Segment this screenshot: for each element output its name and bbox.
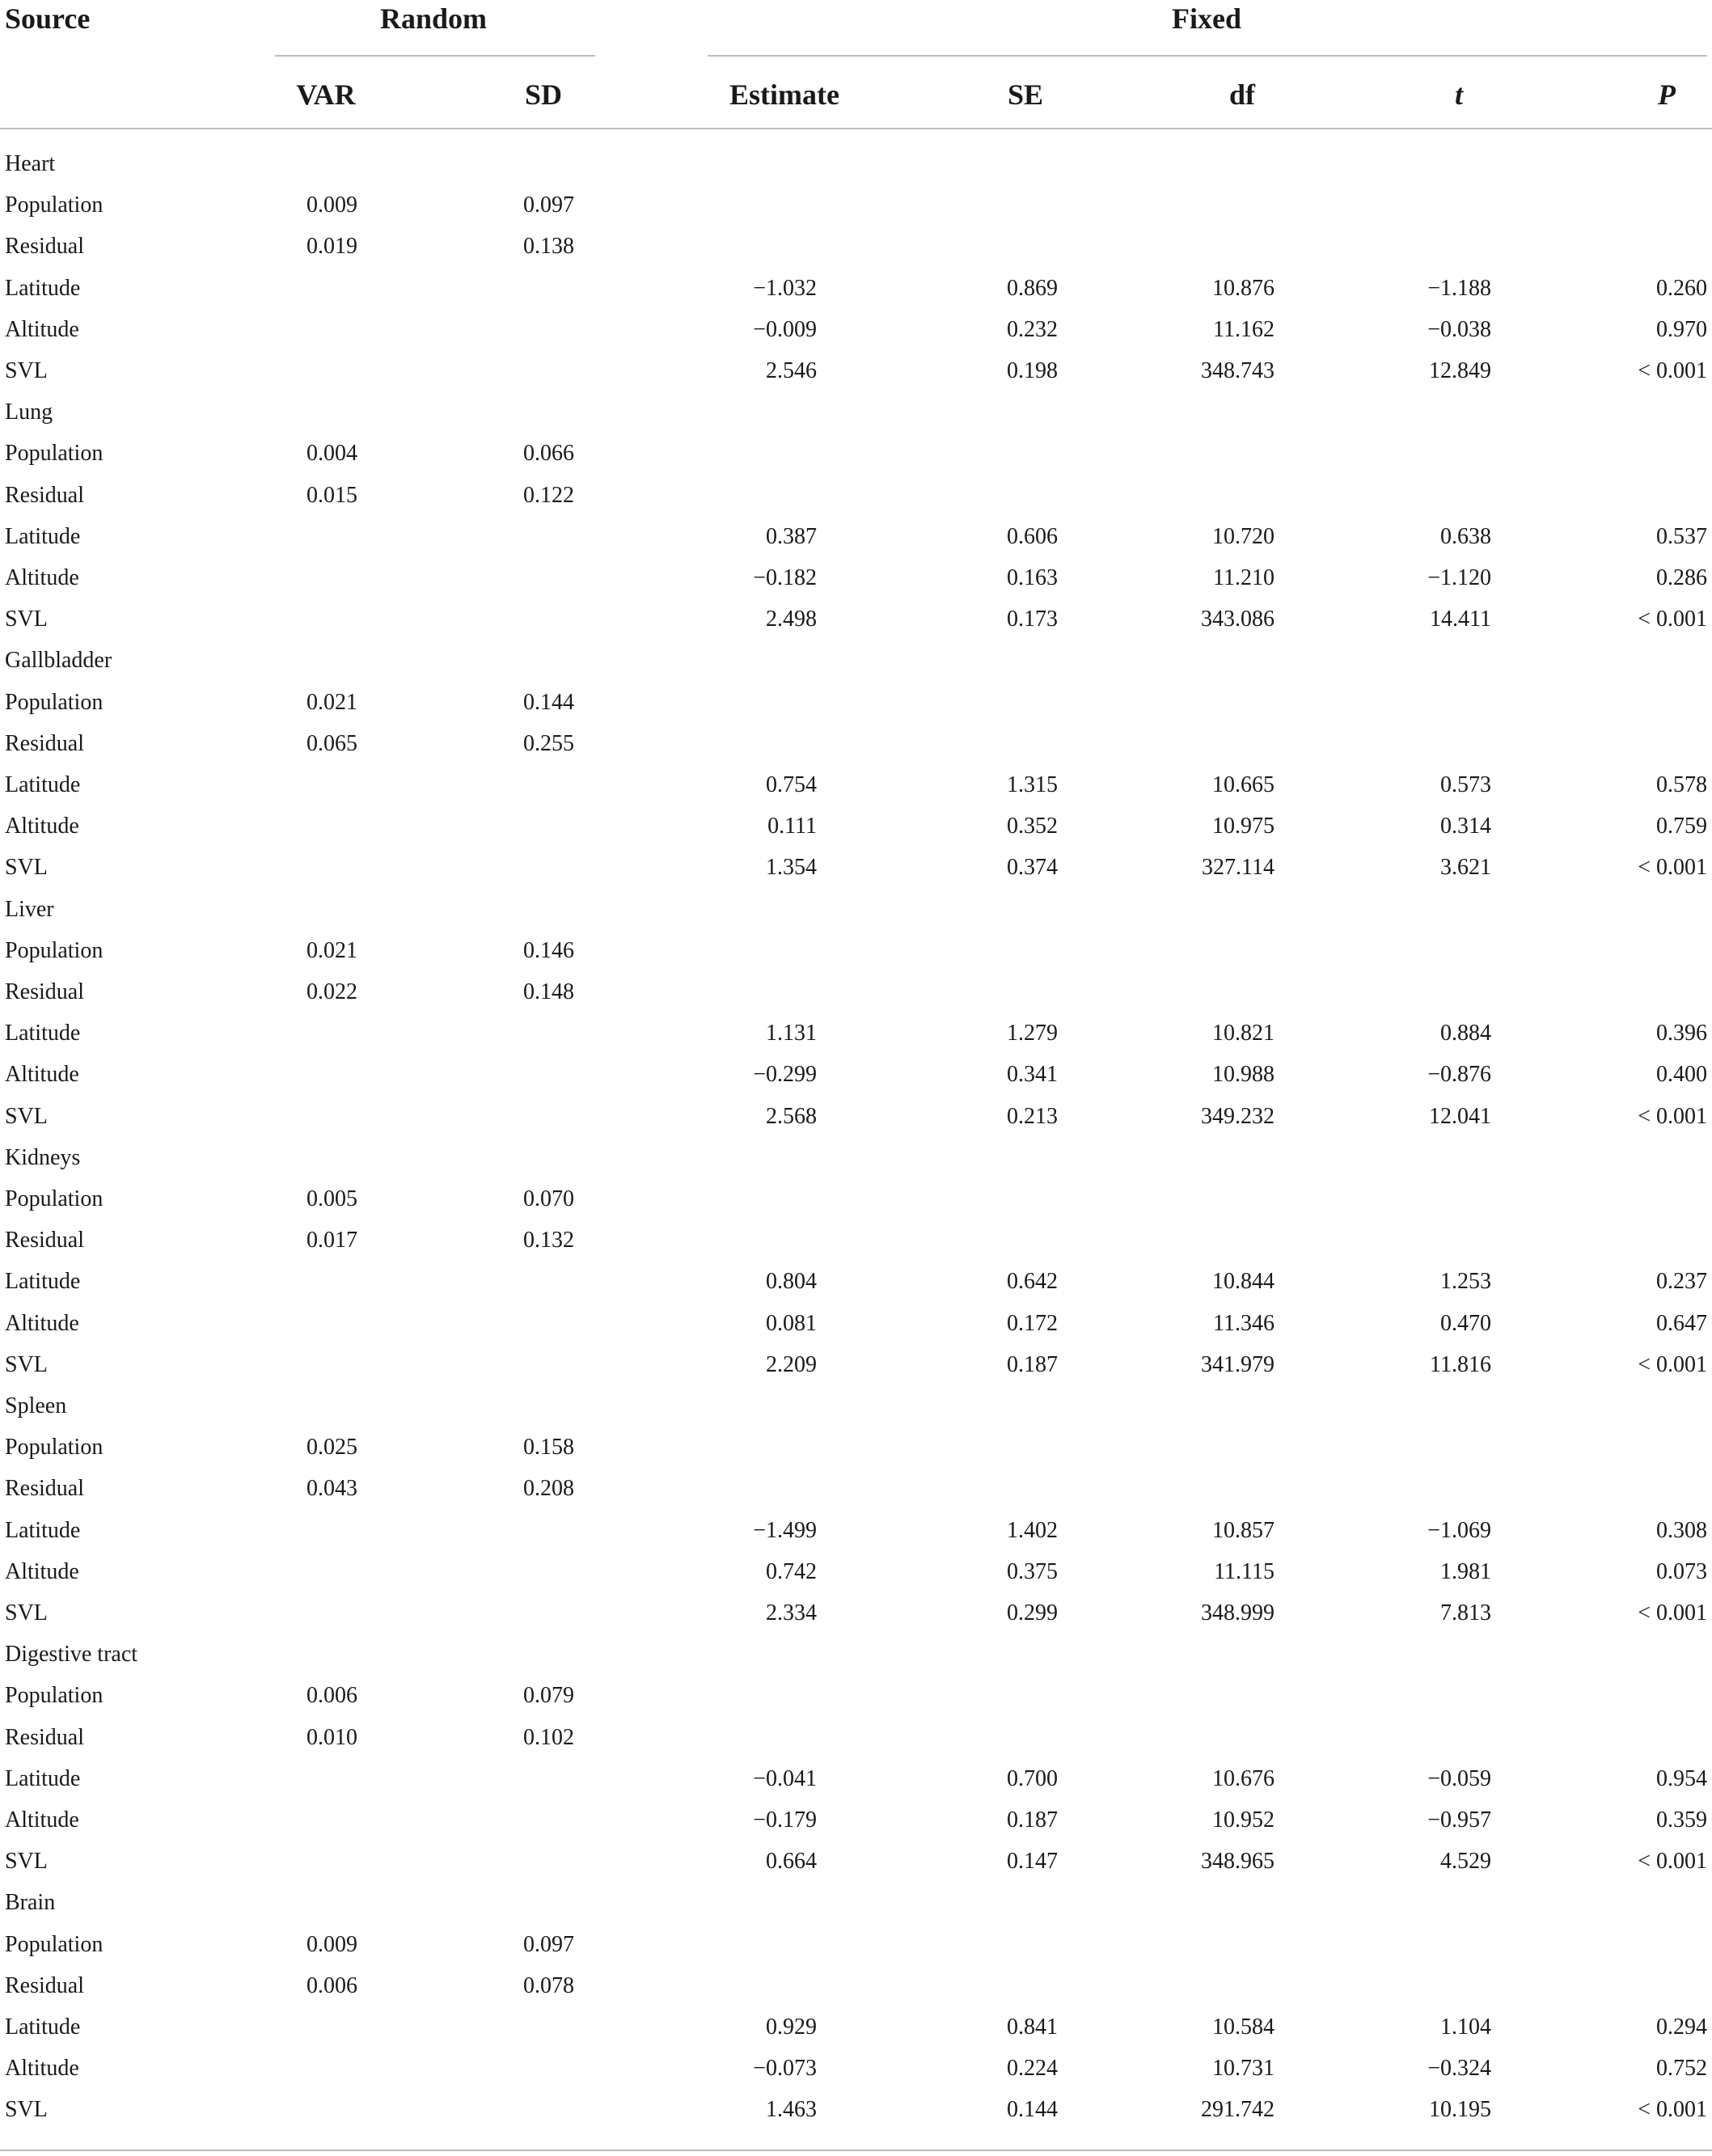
table-row [0, 1431, 1712, 1464]
row-label: Latitude [5, 524, 81, 549]
cell-se: 0.198 [1007, 358, 1058, 383]
table-row [0, 1349, 1712, 1381]
cell-df: 291.742 [1201, 2097, 1274, 2122]
cell-p: < 0.001 [1638, 607, 1707, 632]
random-group-rule [275, 55, 595, 57]
cell-estimate: 0.387 [766, 524, 817, 549]
row-label: Altitude [5, 814, 79, 839]
header-random: Random [379, 2, 488, 35]
row-label: Residual [5, 234, 84, 259]
row-label: Heart [5, 151, 56, 176]
cell-p: 0.237 [1656, 1269, 1707, 1294]
cell-se: 0.163 [1007, 565, 1058, 590]
table-row [0, 976, 1712, 1008]
table-row [0, 314, 1712, 346]
cell-t: −0.038 [1427, 317, 1491, 342]
row-label: Altitude [5, 1559, 79, 1584]
cell-p: 0.954 [1656, 1766, 1707, 1791]
cell-t: 10.195 [1429, 2097, 1491, 2122]
cell-se: 0.299 [1007, 1600, 1058, 1625]
cell-se: 0.642 [1007, 1269, 1058, 1294]
cell-sd: 0.078 [523, 1973, 574, 1998]
cell-t: 0.314 [1440, 814, 1491, 839]
cell-p: 0.578 [1656, 772, 1707, 797]
cell-estimate: −1.499 [753, 1518, 817, 1543]
cell-df: 341.979 [1201, 1352, 1274, 1377]
cell-se: 0.147 [1007, 1849, 1058, 1874]
header-fixed: Fixed [1172, 2, 1241, 35]
cell-df: 10.952 [1212, 1807, 1274, 1833]
cell-df: 10.731 [1212, 2056, 1274, 2081]
header-estimate: Estimate [729, 78, 839, 111]
cell-var: 0.004 [306, 441, 357, 466]
cell-t: 1.253 [1440, 1269, 1491, 1294]
cell-estimate: −0.179 [753, 1807, 817, 1833]
cell-t: 1.104 [1440, 2014, 1491, 2040]
cell-var: 0.006 [306, 1973, 357, 1998]
cell-p: 0.970 [1656, 317, 1707, 342]
header-p: P [1658, 78, 1676, 111]
row-label: Residual [5, 483, 84, 508]
cell-se: 0.213 [1007, 1104, 1058, 1129]
row-label: SVL [5, 1849, 48, 1874]
cell-var: 0.009 [306, 1932, 357, 1957]
row-label: Gallbladder [5, 648, 112, 673]
row-label: Residual [5, 731, 84, 756]
table-row [0, 355, 1712, 387]
cell-se: 0.173 [1007, 607, 1058, 632]
table-row [0, 438, 1712, 470]
cell-p: 0.073 [1656, 1559, 1707, 1584]
fixed-group-rule [708, 55, 1707, 57]
cell-se: 0.232 [1007, 317, 1058, 342]
table-row [0, 769, 1712, 801]
cell-estimate: −0.182 [753, 565, 817, 590]
cell-var: 0.043 [306, 1476, 357, 1501]
row-label: Residual [5, 1725, 84, 1750]
table-row [0, 1266, 1712, 1298]
row-label: Population [5, 938, 104, 963]
cell-p: 0.260 [1656, 276, 1707, 301]
cell-se: 0.224 [1007, 2056, 1058, 2081]
cell-df: 11.162 [1213, 317, 1274, 342]
cell-var: 0.010 [306, 1725, 357, 1750]
cell-var: 0.065 [306, 731, 357, 756]
row-label: Population [5, 1186, 104, 1211]
cell-t: 0.573 [1440, 772, 1491, 797]
cell-p: < 0.001 [1638, 1849, 1707, 1874]
cell-t: 7.813 [1440, 1600, 1491, 1625]
cell-estimate: −0.299 [753, 1062, 817, 1087]
row-label: Population [5, 1932, 104, 1957]
cell-df: 11.210 [1213, 565, 1274, 590]
cell-estimate: 2.498 [766, 607, 817, 632]
row-label: Altitude [5, 1807, 79, 1833]
table-row [0, 1929, 1712, 1961]
header-df: df [1228, 78, 1256, 111]
cell-df: 10.876 [1212, 276, 1274, 301]
cell-p: 0.286 [1656, 565, 1707, 590]
row-label: Altitude [5, 2056, 79, 2081]
cell-estimate: 0.081 [766, 1311, 817, 1336]
row-label: Population [5, 441, 104, 466]
table-row [0, 521, 1712, 553]
table-row [0, 1390, 1712, 1423]
cell-df: 10.665 [1212, 772, 1274, 797]
cell-t: 4.529 [1440, 1849, 1491, 1874]
table-row [0, 273, 1712, 305]
cell-p: 0.396 [1656, 1021, 1707, 1046]
cell-t: −1.069 [1427, 1518, 1491, 1543]
cell-sd: 0.208 [523, 1476, 574, 1501]
table-row [0, 1680, 1712, 1712]
cell-var: 0.025 [306, 1435, 357, 1460]
cell-df: 10.584 [1212, 2014, 1274, 2040]
row-label: Altitude [5, 317, 79, 342]
row-label: Residual [5, 1228, 84, 1253]
table-row [0, 1101, 1712, 1133]
row-label: SVL [5, 855, 48, 880]
cell-df: 10.975 [1212, 814, 1274, 839]
row-label: Latitude [5, 2014, 81, 2040]
row-label: Brain [5, 1890, 56, 1915]
cell-sd: 0.097 [523, 1932, 574, 1957]
cell-se: 1.315 [1007, 772, 1058, 797]
cell-estimate: 0.664 [766, 1849, 817, 1874]
row-label: Digestive tract [5, 1642, 138, 1667]
header-sd: SD [524, 78, 563, 111]
table-row [0, 562, 1712, 594]
cell-se: 0.187 [1007, 1807, 1058, 1833]
row-label: Latitude [5, 1269, 81, 1294]
table-row [0, 852, 1712, 884]
cell-se: 0.375 [1007, 1559, 1058, 1584]
cell-p: < 0.001 [1638, 358, 1707, 383]
cell-t: 11.816 [1430, 1352, 1491, 1377]
cell-var: 0.015 [306, 483, 357, 508]
cell-t: 0.884 [1440, 1021, 1491, 1046]
cell-estimate: 1.463 [766, 2097, 817, 2122]
table-row [0, 1473, 1712, 1505]
cell-sd: 0.066 [523, 441, 574, 466]
cell-p: 0.308 [1656, 1518, 1707, 1543]
table-row [0, 1059, 1712, 1091]
table-row [0, 810, 1712, 843]
cell-df: 10.676 [1212, 1766, 1274, 1791]
cell-sd: 0.122 [523, 483, 574, 508]
header-se: SE [1007, 78, 1044, 111]
cell-estimate: 0.804 [766, 1269, 817, 1294]
cell-estimate: 0.111 [767, 814, 817, 839]
cell-df: 10.988 [1212, 1062, 1274, 1087]
cell-df: 10.857 [1212, 1518, 1274, 1543]
row-label: Altitude [5, 1062, 79, 1087]
row-label: Residual [5, 1476, 84, 1501]
table-row [0, 1763, 1712, 1795]
cell-df: 327.114 [1202, 855, 1274, 880]
cell-estimate: 2.568 [766, 1104, 817, 1129]
row-label: Population [5, 192, 104, 218]
cell-sd: 0.102 [523, 1725, 574, 1750]
cell-estimate: −0.009 [753, 317, 817, 342]
cell-df: 10.844 [1212, 1269, 1274, 1294]
row-label: SVL [5, 1352, 48, 1377]
header-var: VAR [296, 78, 356, 111]
cell-p: 0.294 [1656, 2014, 1707, 2040]
cell-se: 0.352 [1007, 814, 1058, 839]
cell-t: 14.411 [1430, 607, 1491, 632]
table-row [0, 1308, 1712, 1340]
cell-se: 0.144 [1007, 2097, 1058, 2122]
cell-estimate: 2.546 [766, 358, 817, 383]
cell-estimate: 1.131 [766, 1021, 817, 1046]
cell-sd: 0.132 [523, 1228, 574, 1253]
table-row [0, 1597, 1712, 1630]
row-label: Lung [5, 399, 53, 425]
row-label: SVL [5, 607, 48, 632]
table-row [0, 148, 1712, 180]
row-label: Kidneys [5, 1145, 81, 1170]
header-bottom-rule [0, 128, 1712, 129]
table-row [0, 1556, 1712, 1588]
cell-var: 0.017 [306, 1228, 357, 1253]
cell-p: 0.752 [1656, 2056, 1707, 2081]
cell-estimate: −0.073 [753, 2056, 817, 2081]
cell-sd: 0.097 [523, 192, 574, 218]
cell-p: 0.647 [1656, 1311, 1707, 1336]
table-row [0, 1515, 1712, 1547]
cell-se: 0.187 [1007, 1352, 1058, 1377]
table-row [0, 894, 1712, 926]
cell-t: 0.470 [1440, 1311, 1491, 1336]
cell-t: 1.981 [1440, 1559, 1491, 1584]
table-row [0, 1638, 1712, 1671]
row-label: Liver [5, 897, 54, 922]
table-row [0, 1183, 1712, 1215]
table-row [0, 480, 1712, 512]
table-row [0, 230, 1712, 263]
cell-t: −1.120 [1427, 565, 1491, 590]
row-label: Latitude [5, 772, 81, 797]
row-label: Spleen [5, 1393, 67, 1418]
table-bottom-rule [0, 2150, 1712, 2151]
cell-estimate: 1.354 [766, 855, 817, 880]
table-row [0, 189, 1712, 222]
cell-t: −0.876 [1427, 1062, 1491, 1087]
cell-sd: 0.158 [523, 1435, 574, 1460]
row-label: SVL [5, 358, 48, 383]
cell-df: 348.743 [1201, 358, 1274, 383]
row-label: SVL [5, 1600, 48, 1625]
cell-df: 343.086 [1201, 607, 1274, 632]
table-row [0, 1970, 1712, 2002]
header-t: t [1454, 78, 1464, 111]
cell-p: < 0.001 [1638, 2097, 1707, 2122]
table-row [0, 728, 1712, 760]
row-label: Latitude [5, 1021, 81, 1046]
cell-sd: 0.144 [523, 690, 574, 715]
table-row [0, 687, 1712, 719]
cell-var: 0.022 [306, 979, 357, 1004]
cell-p: < 0.001 [1638, 1600, 1707, 1625]
cell-estimate: 2.209 [766, 1352, 817, 1377]
cell-p: 0.400 [1656, 1062, 1707, 1087]
table-row [0, 603, 1712, 636]
cell-se: 0.869 [1007, 276, 1058, 301]
cell-p: 0.537 [1656, 524, 1707, 549]
table-row [0, 1887, 1712, 1919]
cell-df: 11.346 [1213, 1311, 1274, 1336]
cell-se: 0.841 [1007, 2014, 1058, 2040]
cell-se: 0.374 [1007, 855, 1058, 880]
table-row [0, 1722, 1712, 1754]
table-row [0, 1804, 1712, 1837]
cell-se: 0.700 [1007, 1766, 1058, 1791]
table-row [0, 1142, 1712, 1174]
cell-p: < 0.001 [1638, 855, 1707, 880]
table-row [0, 1845, 1712, 1878]
cell-sd: 0.079 [523, 1683, 574, 1708]
cell-df: 10.720 [1212, 524, 1274, 549]
cell-se: 0.172 [1007, 1311, 1058, 1336]
cell-var: 0.006 [306, 1683, 357, 1708]
table-row [0, 2052, 1712, 2085]
row-label: SVL [5, 2097, 48, 2122]
table-row [0, 2011, 1712, 2044]
row-label: Latitude [5, 276, 81, 301]
cell-sd: 0.255 [523, 731, 574, 756]
row-label: Latitude [5, 1518, 81, 1543]
cell-t: 0.638 [1440, 524, 1491, 549]
row-label: Altitude [5, 565, 79, 590]
header-source: Source [5, 2, 91, 35]
cell-sd: 0.146 [523, 938, 574, 963]
cell-df: 348.999 [1201, 1600, 1274, 1625]
cell-p: 0.359 [1656, 1807, 1707, 1833]
cell-df: 10.821 [1212, 1021, 1274, 1046]
row-label: Population [5, 1435, 104, 1460]
table-row [0, 2094, 1712, 2126]
cell-t: −1.188 [1427, 276, 1491, 301]
table-row [0, 645, 1712, 677]
table-row [0, 396, 1712, 429]
row-label: Residual [5, 1973, 84, 1998]
table-row [0, 1017, 1712, 1050]
cell-t: −0.059 [1427, 1766, 1491, 1791]
cell-var: 0.005 [306, 1186, 357, 1211]
table-row [0, 935, 1712, 967]
cell-var: 0.021 [306, 690, 357, 715]
cell-t: −0.957 [1427, 1807, 1491, 1833]
cell-p: < 0.001 [1638, 1352, 1707, 1377]
cell-se: 1.402 [1007, 1518, 1058, 1543]
cell-var: 0.019 [306, 234, 357, 259]
row-label: Altitude [5, 1311, 79, 1336]
cell-df: 348.965 [1201, 1849, 1274, 1874]
cell-estimate: 0.929 [766, 2014, 817, 2040]
cell-estimate: 0.754 [766, 772, 817, 797]
cell-t: 3.621 [1440, 855, 1491, 880]
cell-sd: 0.138 [523, 234, 574, 259]
cell-se: 1.279 [1007, 1021, 1058, 1046]
cell-estimate: −1.032 [753, 276, 817, 301]
cell-df: 349.232 [1201, 1104, 1274, 1129]
cell-var: 0.021 [306, 938, 357, 963]
row-label: Residual [5, 979, 84, 1004]
row-label: Latitude [5, 1766, 81, 1791]
cell-sd: 0.070 [523, 1186, 574, 1211]
cell-t: 12.041 [1429, 1104, 1491, 1129]
cell-t: −0.324 [1427, 2056, 1491, 2081]
cell-t: 12.849 [1429, 358, 1491, 383]
row-label: Population [5, 1683, 104, 1708]
row-label: Population [5, 690, 104, 715]
cell-se: 0.606 [1007, 524, 1058, 549]
cell-p: 0.759 [1656, 814, 1707, 839]
cell-se: 0.341 [1007, 1062, 1058, 1087]
cell-p: < 0.001 [1638, 1104, 1707, 1129]
cell-sd: 0.148 [523, 979, 574, 1004]
row-label: SVL [5, 1104, 48, 1129]
cell-estimate: 2.334 [766, 1600, 817, 1625]
cell-estimate: 0.742 [766, 1559, 817, 1584]
cell-estimate: −0.041 [753, 1766, 817, 1791]
table-row [0, 1224, 1712, 1257]
cell-var: 0.009 [306, 192, 357, 218]
cell-df: 11.115 [1214, 1559, 1274, 1584]
